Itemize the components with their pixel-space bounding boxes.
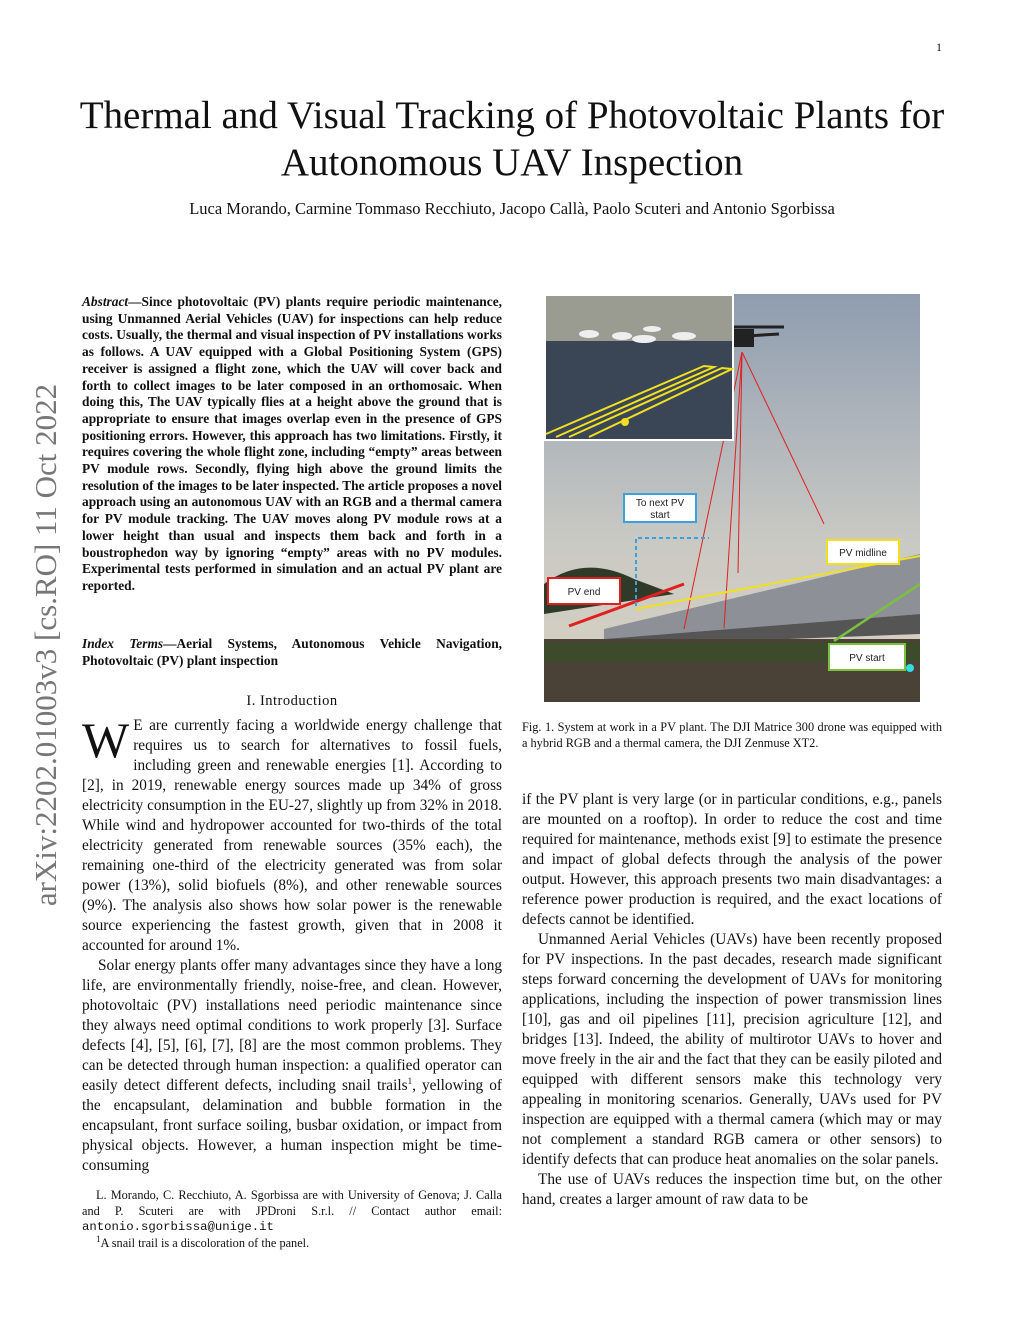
abstract-text: —Since photovoltaic (PV) plants require periodic maintenance, using Unmanned Aerial Vehicles (UAV) for inspections can help reduce costs. Usually, the thermal and visual inspection of PV installations works as follows. A UAV equipped with a Global Positioning System (GPS) receiver is assigned a flight zone, which the UAV will cover back and forth to collect images to be later composed in an orthomosaic. When doing this, The UAV typically flies at a height above the ground that is appropriate to ensure that images overlap even in the presence of GPS positioning errors. However, this approach has two limitations. Firstly, it requires covering the whole flight zone, including “empty” areas between PV module rows. Secondly, flying high above the ground limits the resolution of the images to be later inspected. The article proposes a novel approach using an autonomous UAV with an RGB and a thermal camera for PV module tracking. The UAV moves along PV module rows at a lower height than usual and inspects them back and forth in a boustrophedon way by ignoring “empty” areas with no PV modules. Experimental tests performed in simulation and an actual PV plant are reported. bbox=[82, 294, 502, 593]
index-terms bbox=[82, 636, 502, 669]
figure-caption: Fig. 1. System at work in a PV plant. The DJI Matrice 300 drone was equipped with a hybrid RGB and a thermal camera, the DJI Zenmuse XT2. bbox=[522, 720, 942, 750]
footnotes bbox=[82, 1188, 502, 1251]
paragraph: The use of UAVs reduces the inspection time but, on the other hand, creates a larger amount of raw data to be bbox=[522, 1171, 942, 1208]
drop-cap: W bbox=[82, 712, 130, 768]
label-pv-midline: PV midline bbox=[839, 548, 887, 559]
paragraph-text: E are currently facing a worldwide energy challenge that requires us to search for alternatives to fossil fuels, including green and renewable energies [1]. According to [2], in 2019, renewable energy sources made up 34% of gross electricity consumption in the EU-27, slightly up from 32% in 2018. While wind and hydropower accounted for two-thirds of the total electricity generated from renewable sources (35% each), the remaining one-third of the electricity generated was from solar power (13%), solid biofuels (8%), and other renewable sources (9%). The analysis also shows how solar power is the renewable source experiencing the fastest growth, given that in 2008 it accounted for around 1%. bbox=[82, 717, 502, 954]
contact-email[interactable]: antonio.sgorbissa@unige.it bbox=[82, 1220, 274, 1234]
footnote-text: A snail trail is a discoloration of the panel. bbox=[100, 1235, 310, 1250]
introduction bbox=[82, 712, 503, 1176]
footnote-mark: 1 bbox=[407, 1075, 413, 1086]
paragraph: if the PV plant is very large (or in particular conditions, e.g., panels are mounted on a rooftop). In order to reduce the cost and time required for maintenance, methods exist [9] to estimate the presence and impact of global defects through the analysis of the power output. However, this approach presents two main disadvantages: a reference power production is required, and the exact locations of defects cannot be identified. bbox=[522, 791, 942, 928]
authors: Luca Morando, Carmine Tommaso Recchiuto, Jacopo Callà, Paolo Scuteri and Antonio Sgorbissa bbox=[189, 199, 835, 218]
footnote bbox=[82, 1233, 502, 1252]
paper-title: Thermal and Visual Tracking of Photovoltaic Plants for Autonomous UAV Inspection bbox=[79, 94, 945, 184]
abstract-label: Abstract bbox=[82, 294, 129, 309]
paragraph-text: , yellowing of the encapsulant, delamination and bubble formation in the encapsulant, front surface soiling, busbar oxidation, or impact from physical objects. However, a human inspection might be time-consuming bbox=[82, 1077, 503, 1174]
label-pv-start: PV start bbox=[849, 653, 885, 664]
label-pv-end: PV end bbox=[567, 587, 601, 598]
section-heading: I. Introduction bbox=[246, 693, 338, 709]
affiliation bbox=[82, 1188, 502, 1236]
paragraph: Unmanned Aerial Vehicles (UAVs) have been recently proposed for PV inspections. In the past decades, research made significant steps forward concerning the development of UAVs for monitoring applications, including the inspection of power transmission lines [10], gas and oil pipelines [11], precision agriculture [12], and bridges [13]. Indeed, the ability of multirotor UAVs to hover and move freely in the air and the fact that they can be easily piloted and equipped with different sensors make this technology very appealing in monitoring scenarios. Generally, UAVs used for PV inspection are equipped with a thermal camera (which may or may not complement a standard RGB camera or other sensors) to identify defects that can produce heat anomalies on the solar panels. bbox=[522, 931, 942, 1168]
affiliation-text: L. Morando, C. Recchiuto, A. Sgorbissa are with University of Genova; J. Calla and P. Scuteri are with JPDroni S.r.l. // Contact author email: bbox=[82, 1188, 502, 1218]
paragraph bbox=[82, 712, 502, 956]
footnote-mark: 1 bbox=[96, 1233, 101, 1244]
arxiv-stamp: arXiv:2202.01003v3 [cs.RO] 11 Oct 2022 bbox=[28, 383, 63, 907]
page-number: 1 bbox=[936, 40, 942, 54]
right-column-text bbox=[522, 790, 942, 1210]
paragraph-text: Solar energy plants offer many advantages since they have a long life, are environmentally friendly, noise-free, and clean. However, photovoltaic (PV) installations need periodic maintenance since they always need optimal conditions to work properly [3]. Surface defects [4], [5], [6], [7], [8] are the most common problems. They can be detected through human inspection: a qualified operator can easily detect different defects, including snail trails bbox=[82, 957, 502, 1094]
figure-1-photo bbox=[544, 294, 920, 702]
label-to-next-pv-start: To next PV start bbox=[635, 498, 685, 521]
abstract bbox=[82, 294, 502, 595]
index-terms-text: —Aerial Systems, Autonomous Vehicle Navigation, Photovoltaic (PV) plant inspection bbox=[82, 636, 502, 668]
paragraph bbox=[82, 956, 502, 1176]
index-terms-label: Index Terms bbox=[82, 636, 164, 651]
